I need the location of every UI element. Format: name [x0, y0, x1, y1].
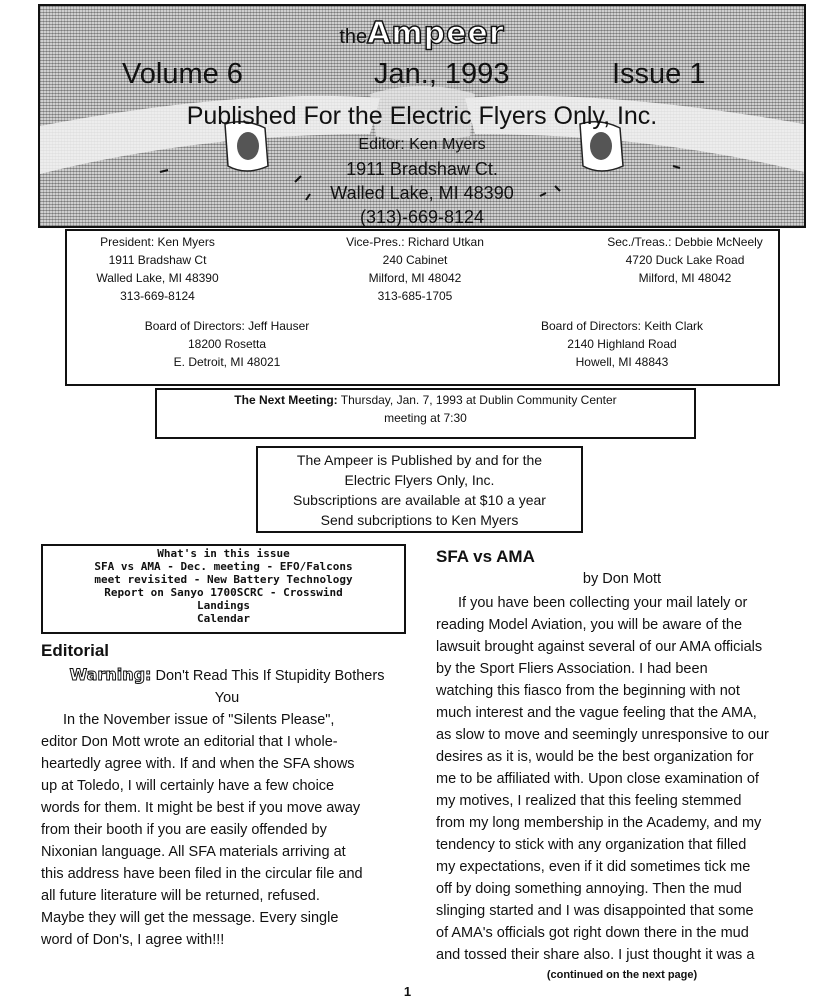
officer-president	[75, 233, 240, 305]
meeting-details: Thursday, Jan. 7, 1993 at Dublin Community Center	[340, 393, 617, 407]
officer-street: 1911 Bradshaw Ct	[108, 253, 207, 267]
masthead-volume: Volume 6	[122, 58, 243, 90]
officer-city: Walled Lake, MI 48390	[96, 271, 219, 285]
sfa-line: and tossed their share also. I just thought it was a	[436, 947, 755, 963]
officer-title: Board of Directors: Jeff Hauser	[144, 319, 310, 333]
editorial-line: up at Toledo, I will certainly have a few choice	[41, 778, 335, 794]
contents-line: SFA vs AMA - Dec. meeting - EFO/Falcons	[94, 560, 353, 573]
officer-title: President: Ken Myers	[100, 235, 215, 249]
warning-text-continued: You	[214, 690, 240, 706]
contents-line: Landings	[197, 599, 250, 612]
editorial-heading: Editorial	[41, 641, 110, 660]
officer-director-1	[127, 317, 327, 371]
subscription-line: Electric Flyers Only, Inc.	[344, 472, 495, 488]
editorial-line: all future literature will be returned, refused.	[41, 888, 320, 904]
officer-city: Milford, MI 48042	[638, 271, 732, 285]
editorial-warning	[41, 664, 413, 687]
sfa-heading: SFA vs AMA	[436, 547, 535, 566]
officer-city: Milford, MI 48042	[368, 271, 462, 285]
officer-city: E. Detroit, MI 48021	[173, 355, 281, 369]
officer-street: 18200 Rosetta	[187, 337, 267, 351]
editorial-column	[41, 640, 413, 951]
subscription-line: The Ampeer is Published by and for the	[296, 452, 543, 468]
sfa-line: my expectations, even if it did sometimes tick me	[436, 859, 751, 875]
masthead-issue: Issue 1	[612, 58, 706, 90]
editorial-line: from their booth if you are easily offended by	[41, 822, 327, 838]
page-number: 1	[403, 984, 412, 999]
masthead-editor: Editor: Ken Myers	[358, 136, 486, 153]
meeting-label: The Next Meeting:	[234, 393, 338, 407]
sfa-line: off by doing something annoying. Then the mud	[436, 881, 742, 897]
sfa-line: by the Sport Fliers Association. I had been	[436, 661, 708, 677]
sfa-line: watching this fiasco from the beginning with not	[436, 683, 740, 699]
subscription-box	[256, 446, 583, 533]
officer-phone: 313-669-8124	[120, 289, 195, 303]
contents-line: Calendar	[197, 612, 250, 625]
sfa-article-column	[436, 546, 808, 984]
masthead	[38, 4, 806, 228]
sfa-line: slinging started and I was disappointed that some	[436, 903, 754, 919]
sfa-line: If you have been collecting your mail lately or	[458, 595, 748, 611]
editorial-line: Nixonian language. All SFA materials arriving at	[41, 844, 346, 860]
meeting-time: meeting at 7:30	[384, 411, 467, 425]
officer-city: Howell, MI 48843	[575, 355, 669, 369]
editorial-line: Maybe they will get the message. Every single	[41, 910, 339, 926]
subscription-line: Send subcriptions to Ken Myers	[320, 512, 519, 528]
sfa-continued: (continued on the next page)	[546, 969, 698, 981]
editorial-line: words for them. It might be best if you move away	[41, 800, 361, 816]
officer-title: Vice-Pres.: Richard Utkan	[346, 235, 484, 249]
sfa-line: as slow to move and seemingly unresponsive to our	[436, 727, 769, 743]
officer-title: Sec./Treas.: Debbie McNeely	[607, 235, 763, 249]
editorial-line: editor Don Mott wrote an editorial that I whole-	[41, 734, 338, 750]
officer-secretary	[592, 233, 778, 287]
editorial-line: In the November issue of "Silents Please",	[63, 712, 335, 728]
officer-street: 240 Cabinet	[382, 253, 448, 267]
sfa-line: reading Model Aviation, you will be aware of the	[436, 617, 743, 633]
sfa-line: of AMA's officials got right down there in the mud	[436, 925, 749, 941]
sfa-line: desires as it is, would be the best organization for	[436, 749, 754, 765]
masthead-title	[40, 16, 804, 51]
sfa-line: me to be affiliated with. Upon close examination of	[436, 771, 759, 787]
officer-street: 2140 Highland Road	[567, 337, 677, 351]
editorial-line: word of Don's, I agree with!!!	[41, 932, 225, 948]
contents-line: meet revisited - New Battery Technology	[94, 573, 353, 586]
sfa-line: from my long membership in the Academy, and my	[436, 815, 762, 831]
officers-box	[65, 229, 780, 386]
masthead-street: 1911 Bradshaw Ct.	[346, 159, 498, 179]
meeting-line	[157, 391, 694, 409]
masthead-the: the	[339, 26, 368, 48]
editorial-line: heartedly agree with. If and when the SFA shows	[41, 756, 355, 772]
officer-vice-president	[330, 233, 500, 305]
masthead-name: Ampeer	[367, 16, 505, 51]
contents-box	[41, 544, 406, 634]
sfa-byline: by Don Mott	[582, 571, 662, 587]
officer-title: Board of Directors: Keith Clark	[540, 319, 704, 333]
masthead-published-for: Published For the Electric Flyers Only, Inc.	[186, 102, 658, 130]
sfa-line: my motives, I realized that this feeling stemmed	[436, 793, 742, 809]
editorial-line: this address have been filed in the circular file and	[41, 866, 363, 882]
masthead-phone: (313)-669-8124	[359, 207, 485, 227]
contents-line: Report on Sanyo 1700SCRC - Crosswind	[104, 586, 343, 599]
officer-director-2	[522, 317, 722, 371]
warning-text: Don't Read This If Stupidity Bothers	[155, 668, 385, 684]
officer-street: 4720 Duck Lake Road	[625, 253, 745, 267]
contents-title: What's in this issue	[157, 547, 290, 560]
sfa-line: lawsuit brought against several of our AMA officials	[436, 639, 763, 655]
officer-phone: 313-685-1705	[377, 289, 453, 303]
next-meeting-box	[155, 388, 696, 439]
sfa-line: much interest and the vague feeling that the AMA,	[436, 705, 757, 721]
sfa-line: tendency to stick with any organization that filled	[436, 837, 747, 853]
warning-label: Warning:	[69, 665, 152, 684]
masthead-city: Walled Lake, MI 48390	[330, 183, 514, 203]
masthead-date: Jan., 1993	[374, 58, 510, 90]
subscription-line: Subscriptions are available at $10 a year	[293, 492, 546, 508]
